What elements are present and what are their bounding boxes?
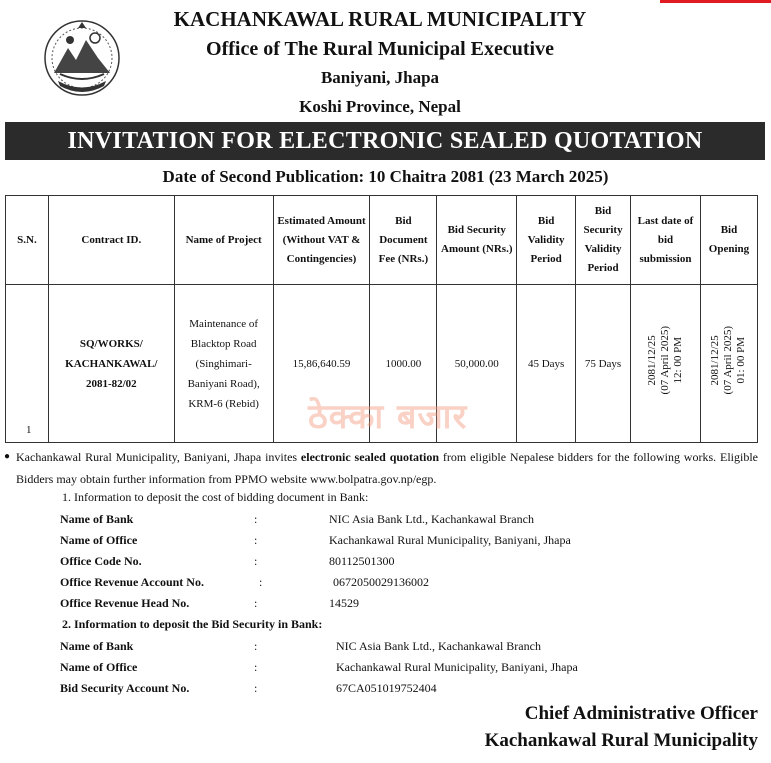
info-row (0, 594, 771, 612)
cell-estimated-amount: 15,86,640.59 (273, 285, 370, 443)
header-bid-opening: Bid Opening (700, 196, 757, 285)
cell-project: Maintenance of Blacktop Road (Singhimari-Baniyani Road), KRM-6 (Rebid) (174, 285, 273, 443)
row-value: 67CA051019752404 (336, 681, 437, 695)
info-row (0, 531, 771, 549)
watermark-logo: ठेक्का बजार (308, 397, 468, 437)
row-colon: : (254, 681, 258, 695)
row-value: 0672050029136002 (333, 575, 429, 589)
opening-date-text: 2081/12/25 (07 April 2025) 01: 00 PM (709, 325, 748, 395)
cell-contract-id: SQ/WORKS/ KACHANKAWAL/ 2081-82/02 (48, 285, 174, 443)
row-colon: : (254, 533, 258, 547)
row-colon: : (254, 660, 258, 674)
nepal-government-emblem (40, 18, 124, 98)
header-bid-security: Bid Security Amount (NRs.) (437, 196, 517, 285)
info-row (0, 573, 771, 591)
top-red-strip (660, 0, 771, 3)
bullet-icon: ● (4, 451, 11, 462)
row-colon: : (259, 575, 263, 589)
row-label: Office Revenue Account No. (60, 575, 204, 589)
cell-bid-fee: 1000.00 (370, 285, 437, 443)
row-colon: : (254, 554, 258, 568)
cell-bid-opening (700, 285, 757, 443)
row-label: Name of Office (60, 533, 138, 547)
header-sn: S.N. (6, 196, 49, 285)
row-label: Office Revenue Head No. (60, 596, 190, 610)
location-line: Baniyani, Jhapa (320, 68, 440, 87)
header-project: Name of Project (174, 196, 273, 285)
signature-title: Chief Administrative Officer (524, 703, 758, 724)
intro-text-2: from eligible Nepalese bidders for the following works. Eligible Bidders may obtain further information from PPMO website www.bolpatra.gov.np/egp. (16, 450, 758, 486)
table-header-row (6, 196, 758, 285)
publication-date: Date of Second Publication: 10 Chaitra 2081 (23 March 2025) (162, 167, 609, 186)
row-label: Name of Office (60, 660, 138, 674)
info-row (0, 658, 771, 676)
row-label: Name of Bank (60, 639, 134, 653)
intro-text-1: Kachankawal Rural Municipality, Baniyani, Jhapa invites (16, 450, 301, 464)
signature-org: Kachankawal Rural Municipality (484, 730, 758, 751)
row-value: Kachankawal Rural Municipality, Baniyani, Jhapa (336, 660, 578, 674)
cell-bid-validity: 45 Days (517, 285, 576, 443)
row-value: NIC Asia Bank Ltd., Kachankawal Branch (336, 639, 541, 653)
header-contract-id: Contract ID. (48, 196, 174, 285)
header-estimated-amount: Estimated Amount (Without VAT & Contingencies) (273, 196, 370, 285)
cell-sn: 1 (6, 285, 49, 443)
row-label: Office Code No. (60, 554, 142, 568)
intro-text-bold: electronic sealed quotation (300, 450, 440, 464)
header-bid-validity: Bid Validity Period (517, 196, 576, 285)
row-label: Bid Security Account No. (60, 681, 190, 695)
row-colon: : (254, 596, 258, 610)
info-row (0, 679, 771, 697)
header-bid-fee: Bid Document Fee (NRs.) (370, 196, 437, 285)
info-row (0, 552, 771, 570)
row-colon: : (254, 639, 258, 653)
cell-bid-security: 50,000.00 (437, 285, 517, 443)
header-security-validity: Bid Security Validity Period (576, 196, 631, 285)
row-value: 80112501300 (329, 554, 395, 568)
row-value: Kachankawal Rural Municipality, Baniyani, Jhapa (329, 533, 571, 547)
cell-security-validity: 75 Days (576, 285, 631, 443)
info-row (0, 510, 771, 528)
info-row (0, 637, 771, 655)
row-label: Name of Bank (60, 512, 134, 526)
section1-title: 1. Information to deposit the cost of bidding document in Bank: (62, 490, 369, 504)
cell-last-date (631, 285, 701, 443)
header-last-date: Last date of bid submission (631, 196, 701, 285)
province-line: Koshi Province, Nepal (299, 97, 461, 116)
notice-banner: INVITATION FOR ELECTRONIC SEALED QUOTATION (5, 122, 765, 160)
last-date-text: 2081/12/25 (07 April 2025) 12: 00 PM (645, 325, 684, 395)
row-value: 14529 (329, 596, 359, 610)
section2-title: 2. Information to deposit the Bid Security in Bank: (62, 617, 323, 631)
municipality-title: KACHANKAWAL RURAL MUNICIPALITY (173, 7, 587, 31)
office-title: Office of The Rural Municipal Executive (206, 38, 554, 60)
row-colon: : (254, 512, 258, 526)
row-value: NIC Asia Bank Ltd., Kachankawal Branch (329, 512, 534, 526)
intro-paragraph (4, 446, 758, 490)
